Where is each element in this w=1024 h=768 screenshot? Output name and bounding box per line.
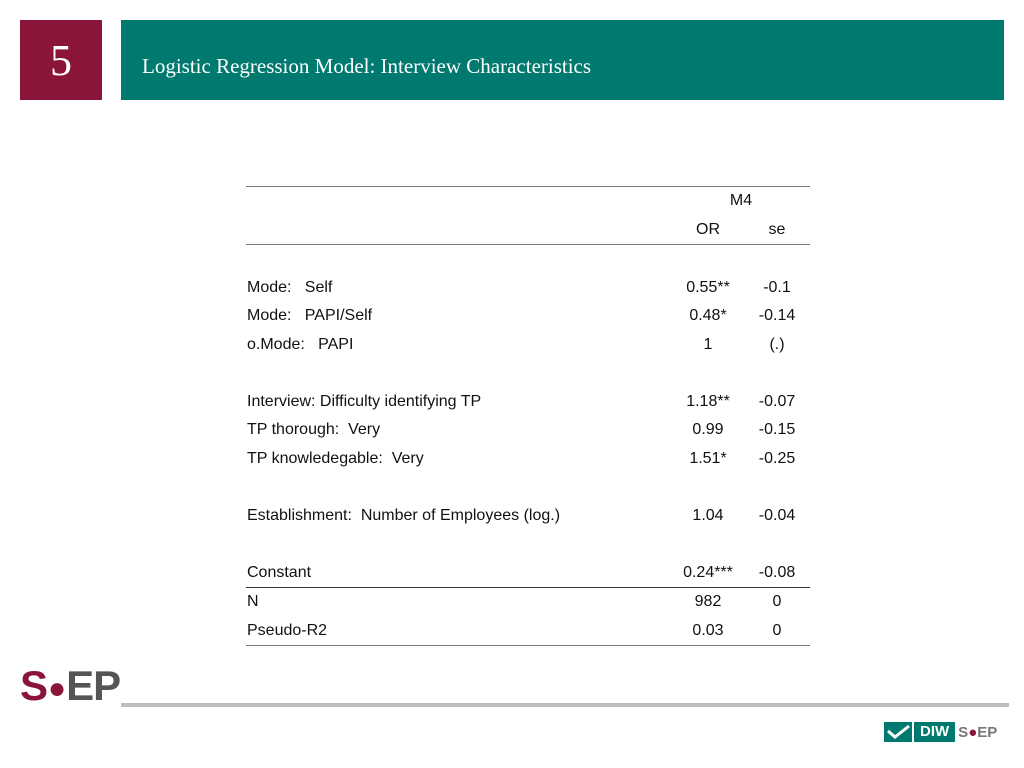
- slide-title: Logistic Regression Model: Interview Characteristics: [142, 54, 592, 78]
- stat-or: 982: [694, 593, 722, 610]
- row-se: -0.04: [758, 506, 796, 524]
- stat-se: 0: [772, 621, 782, 639]
- row-se: -0.14: [758, 307, 796, 324]
- diw-soep-rest: EP: [977, 723, 998, 741]
- row-se: (.): [769, 335, 785, 353]
- row-label: Establishment: Number of Employees (log.): [247, 506, 561, 524]
- soep-logo-dot: ●: [48, 672, 66, 705]
- row-se: -0.15: [758, 421, 796, 438]
- row-or: 0.55**: [686, 278, 730, 296]
- row-or: 1.51*: [689, 449, 727, 467]
- table-row: [246, 559, 810, 588]
- table-header-model-row: [246, 187, 810, 216]
- title-bar: [121, 20, 1004, 100]
- row-label: o.Mode: PAPI: [247, 335, 354, 353]
- column-header-or: OR: [696, 220, 720, 238]
- row-or: 0.24***: [683, 563, 733, 581]
- row-se: -0.1: [763, 278, 791, 296]
- soep-logo-p: P: [93, 662, 121, 709]
- table-row: [246, 388, 810, 417]
- table-row: [246, 445, 810, 474]
- row-or: 0.99: [692, 421, 724, 438]
- row-se: -0.07: [758, 392, 796, 410]
- stat-label: Pseudo-R2: [247, 621, 328, 639]
- spacer: [246, 473, 810, 502]
- column-header-se: se: [768, 220, 786, 238]
- table-header-columns-row: [246, 216, 810, 245]
- footer-divider: [121, 703, 1009, 707]
- row-se: -0.25: [758, 449, 796, 467]
- diw-check-icon: [884, 722, 912, 742]
- spacer: [246, 359, 810, 388]
- soep-logo: [20, 662, 121, 710]
- table-bottom-rule: [246, 645, 810, 646]
- row-label: TP knowledegable: Very: [247, 449, 424, 467]
- row-or: 1.18**: [686, 392, 730, 410]
- table-row: [246, 274, 810, 303]
- diw-text: DIW: [914, 722, 955, 742]
- stat-label: N: [247, 593, 259, 610]
- table-row: [246, 302, 810, 331]
- diw-soep-text: [958, 724, 997, 741]
- model-header: M4: [729, 192, 753, 209]
- row-or: 1: [703, 335, 713, 353]
- row-label: Mode: PAPI/Self: [247, 307, 373, 324]
- diw-soep-logo: [884, 722, 997, 742]
- soep-logo-s: S: [20, 662, 48, 709]
- row-label: Mode: Self: [247, 278, 333, 296]
- table-row: [246, 502, 810, 531]
- table-row: [246, 331, 810, 360]
- row-label: Interview: Difficulty identifying TP: [247, 392, 482, 410]
- regression-table: [246, 186, 810, 646]
- row-or: 1.04: [692, 506, 724, 524]
- row-label: TP thorough: Very: [247, 421, 381, 438]
- spacer: [246, 245, 810, 274]
- diw-soep-dot: ●: [968, 723, 978, 741]
- stat-se: 0: [772, 593, 782, 610]
- row-label: Constant: [247, 563, 312, 581]
- spacer: [246, 530, 810, 559]
- table-stats-row: [246, 617, 810, 646]
- soep-logo-e: E: [66, 662, 94, 709]
- row-or: 0.48*: [689, 307, 727, 324]
- stat-or: 0.03: [692, 621, 724, 639]
- diw-soep-s: S: [958, 723, 969, 741]
- row-se: -0.08: [758, 563, 796, 581]
- table-stats-row: [246, 588, 810, 617]
- slide-number: 5: [20, 20, 102, 100]
- table-row: [246, 416, 810, 445]
